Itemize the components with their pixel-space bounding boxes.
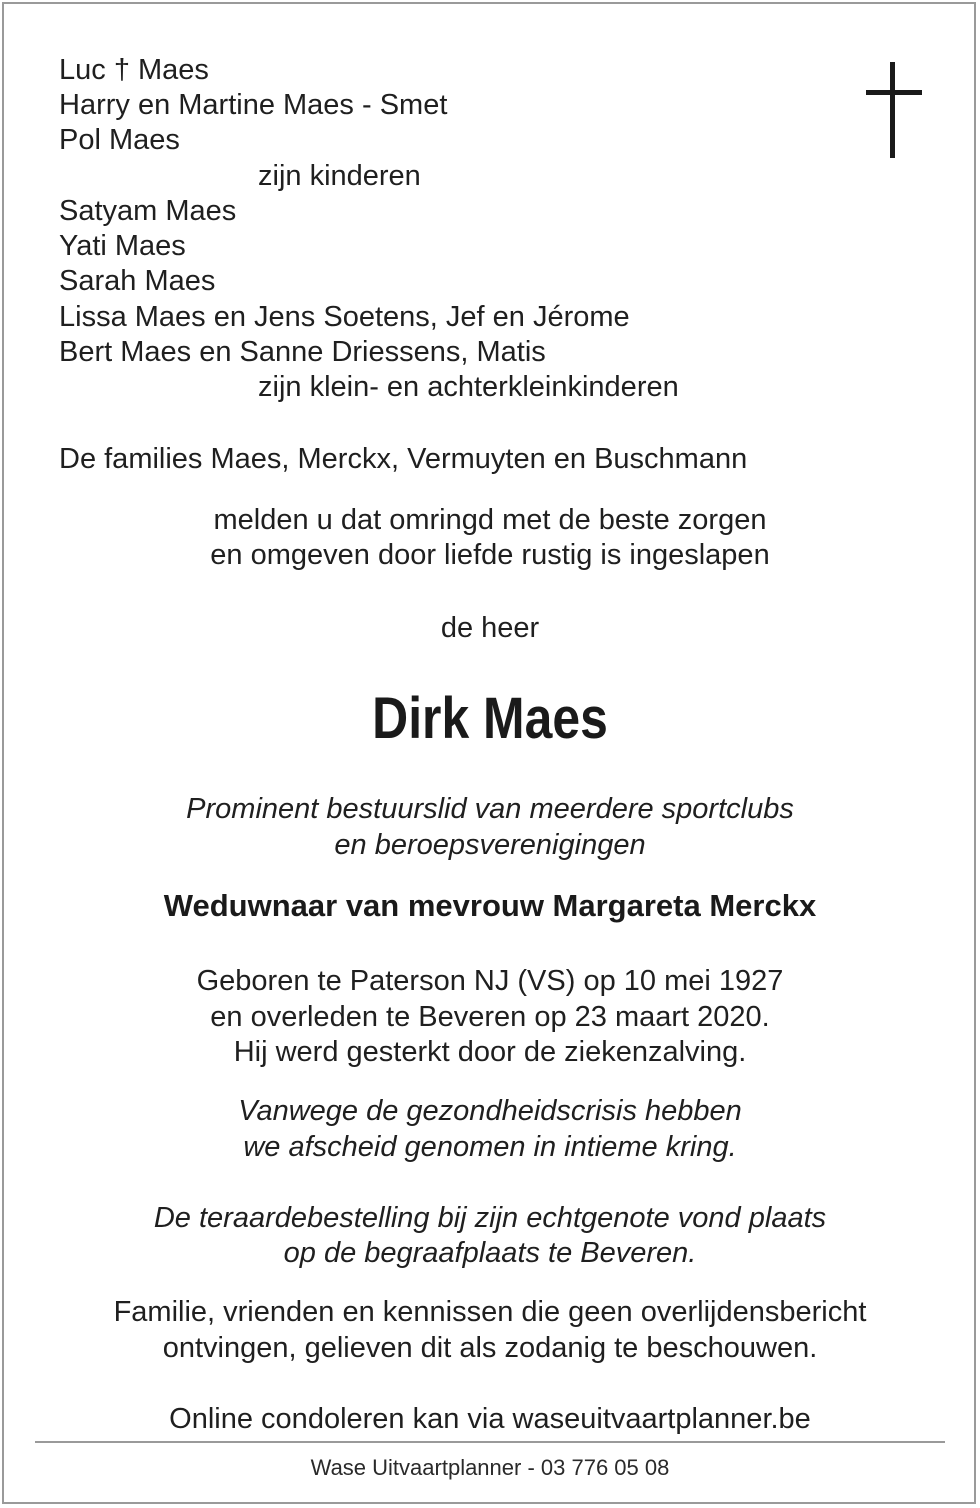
salutation: de heer — [440, 612, 540, 644]
role-line: Prominent bestuurslid van meerdere sportclubs — [186, 793, 794, 825]
child-name: Pol Maes — [59, 124, 180, 156]
grandchildren-caption: zijn klein- en achterkleinkinderen — [258, 371, 679, 403]
deceased-name: Dirk Maes — [372, 686, 608, 751]
grandchild-name: Lissa Maes en Jens Soetens, Jef en Jérome — [59, 301, 630, 333]
footer-text: Wase Uitvaartplanner - 03 776 05 08 — [310, 1455, 670, 1480]
life-line: Hij werd gesterkt door de ziekenzalving. — [233, 1036, 747, 1068]
burial-line: De teraardebestelling bij zijn echtgenote vond plaats — [153, 1202, 827, 1234]
notice-line: Familie, vrienden en kennissen die geen overlijdensbericht — [113, 1296, 867, 1328]
child-name: Luc † Maes — [59, 54, 209, 86]
families-line: De families Maes, Merckx, Vermuyten en Buschmann — [59, 443, 748, 475]
announcement-line: en omgeven door liefde rustig is ingeslapen — [210, 539, 770, 571]
grandchild-name: Sarah Maes — [59, 265, 216, 297]
burial-line: op de begraafplaats te Beveren. — [283, 1237, 697, 1269]
notice-line: ontvingen, gelieven dit als zodanig te beschouwen. — [162, 1332, 818, 1364]
grandchild-name: Yati Maes — [59, 230, 186, 262]
cross-icon — [866, 62, 922, 158]
grandchild-name: Bert Maes en Sanne Driessens, Matis — [59, 336, 546, 368]
crisis-line: we afscheid genomen in intieme kring. — [243, 1131, 737, 1163]
announcement-line: melden u dat omringd met de beste zorgen — [213, 504, 767, 536]
life-line: en overleden te Beveren op 23 maart 2020. — [210, 1001, 770, 1033]
children-caption: zijn kinderen — [258, 160, 421, 192]
condolences-line: Online condoleren kan via waseuitvaartplanner.be — [169, 1403, 811, 1435]
grandchild-name: Satyam Maes — [59, 195, 237, 227]
crisis-line: Vanwege de gezondheidscrisis hebben — [238, 1095, 742, 1127]
role-line: en beroepsverenigingen — [334, 829, 646, 861]
life-line: Geboren te Paterson NJ (VS) op 10 mei 1927 — [196, 965, 784, 997]
footer-divider — [35, 1441, 945, 1443]
child-name: Harry en Martine Maes - Smet — [59, 89, 448, 121]
widower-line: Weduwnaar van mevrouw Margareta Merckx — [163, 888, 817, 923]
